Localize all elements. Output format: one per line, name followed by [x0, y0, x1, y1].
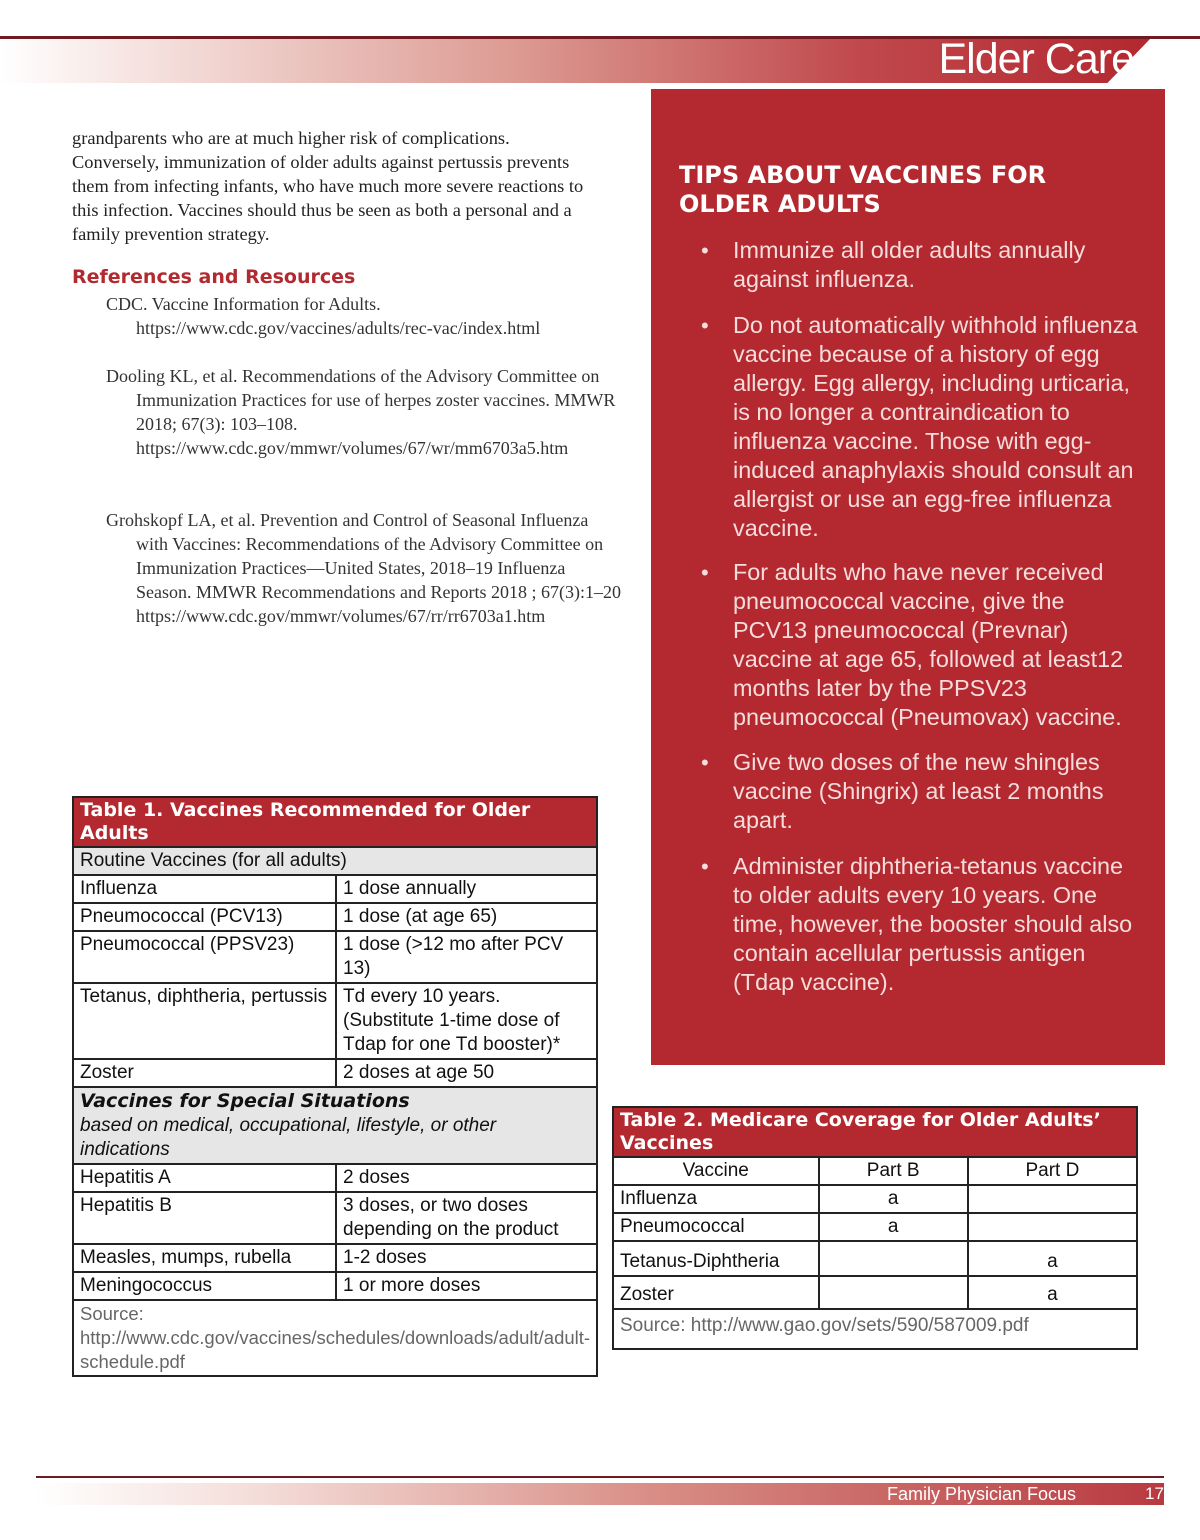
- column-header: Part D: [968, 1157, 1137, 1185]
- vaccine-name: Influenza: [73, 875, 336, 903]
- references-heading: References and Resources: [72, 266, 356, 288]
- part-b-cell: [819, 1241, 968, 1276]
- reference-item: CDC. Vaccine Information for Adults. https://www.cdc.gov/vaccines/adults/rec-vac/index.html: [106, 294, 541, 338]
- table-source: Source: http://www.cdc.gov/vaccines/schedules/downloads/adult/adult-schedule.pdf: [73, 1300, 597, 1376]
- medicare-coverage-table: [612, 1106, 1138, 1350]
- tips-title: TIPS ABOUT VACCINES FOR OLDER ADULTS: [679, 161, 1047, 218]
- vaccine-schedule: 3 doses, or two doses depending on the product: [336, 1192, 597, 1244]
- part-b-cell: a: [819, 1213, 968, 1241]
- special-situations-header: [73, 1087, 597, 1164]
- part-d-cell: a: [968, 1241, 1137, 1276]
- vaccine-schedule: 2 doses: [336, 1164, 597, 1192]
- table-row: [613, 1241, 1137, 1276]
- vaccine-name: Pneumococcal: [613, 1213, 819, 1241]
- part-d-cell: a: [968, 1276, 1137, 1309]
- vaccine-name: Zoster: [613, 1276, 819, 1309]
- table-title-row: [613, 1107, 1137, 1157]
- vaccine-schedule: Td every 10 years. (Substitute 1-time dose of Tdap for one Td booster)*: [336, 983, 597, 1059]
- table-row: [73, 875, 597, 903]
- table-row: [73, 931, 597, 983]
- table-row: [73, 1059, 597, 1087]
- vaccine-name: Zoster: [73, 1059, 336, 1087]
- page-number: 17: [1145, 1484, 1164, 1503]
- column-header: Vaccine: [613, 1157, 819, 1185]
- special-situations-subtitle: based on medical, occupational, lifestyle, or other indications: [80, 1115, 497, 1160]
- column-header: Part B: [819, 1157, 968, 1185]
- vaccine-schedule: 1-2 doses: [336, 1244, 597, 1272]
- bullet-icon: •: [701, 854, 709, 879]
- tip-text: Do not automatically withhold influenza vaccine because of a history of egg allergy. Egg allergy, including urticaria, is no longer a contraindication to influenza vaccine. Those with egg-induced anaphylaxis should consult an allergist or use an egg-free influenza vaccine.: [733, 312, 1138, 541]
- vaccine-name: Hepatitis A: [73, 1164, 336, 1192]
- tip-text: Immunize all older adults annually against influenza.: [733, 237, 1086, 292]
- bullet-icon: •: [701, 560, 709, 585]
- body-paragraph: grandparents who are at much higher risk of complications. Conversely, immunization of older adults against pertussis prevents them from infecting infants, who have much more severe reactions to this infection. Vaccines should thus be seen as both a personal and a family prevention strategy.: [72, 128, 584, 244]
- table-section-row: [73, 1087, 597, 1164]
- publication-name: Family Physician Focus: [887, 1484, 1077, 1504]
- tip-item: [701, 236, 1143, 294]
- part-b-cell: [819, 1276, 968, 1309]
- vaccine-name: Tetanus-Diphtheria: [613, 1241, 819, 1276]
- tip-text: Give two doses of the new shingles vaccine (Shingrix) at least 2 months apart.: [733, 749, 1104, 833]
- table-row: [613, 1276, 1137, 1309]
- reference-item: Grohskopf LA, et al. Prevention and Control of Seasonal Influenza with Vaccines: Recommendations of the Advisory Committee on Immunization Practices—United States, 2018–19 Influenza Season. MMWR Recommendations and Reports 2018 ; 67(3):1–20 https://www.cdc.gov/mmwr/volumes/67/rr/rr6703a1.htm: [106, 510, 621, 626]
- vaccine-name: Pneumococcal (PCV13): [73, 903, 336, 931]
- vaccine-name: Hepatitis B: [73, 1192, 336, 1244]
- table-title: Table 1. Vaccines Recommended for Older Adults: [73, 797, 597, 847]
- table-source-row: [73, 1300, 597, 1376]
- vaccines-table: [72, 796, 598, 1377]
- vaccine-schedule: 1 dose (at age 65): [336, 903, 597, 931]
- tip-text: For adults who have never received pneumococcal vaccine, give the PCV13 pneumococcal (Prevnar) vaccine at age 65, followed at least12 months later by the PPSV23 pneumococcal (Pneumovax) vaccine.: [733, 559, 1124, 730]
- special-situations-title: Vaccines for Special Situations: [80, 1090, 410, 1112]
- part-b-cell: a: [819, 1185, 968, 1213]
- table-row: [613, 1185, 1137, 1213]
- tip-item: [701, 748, 1143, 835]
- tip-item: [701, 311, 1143, 543]
- vaccine-name: Pneumococcal (PPSV23): [73, 931, 336, 983]
- reference-item: Dooling KL, et al. Recommendations of the Advisory Committee on Immunization Practices for use of herpes zoster vaccines. MMWR 2018; 67(3): 103–108. https://www.cdc.gov/mmwr/volumes/67/wr/mm6703a5.htm: [106, 366, 616, 458]
- footer-rule: [36, 1476, 1164, 1478]
- table-source: Source: http://www.gao.gov/sets/590/587009.pdf: [613, 1309, 1137, 1349]
- part-d-cell: [968, 1213, 1137, 1241]
- table-row: [73, 1272, 597, 1300]
- table-row: [613, 1213, 1137, 1241]
- table-source-row: [613, 1309, 1137, 1349]
- table-row: [73, 1164, 597, 1192]
- vaccine-schedule: 2 doses at age 50: [336, 1059, 597, 1087]
- table-row: [73, 903, 597, 931]
- table-title: Table 2. Medicare Coverage for Older Adults’ Vaccines: [613, 1107, 1137, 1157]
- bullet-icon: •: [701, 313, 709, 338]
- vaccine-schedule: 1 or more doses: [336, 1272, 597, 1300]
- table-row: [73, 1244, 597, 1272]
- section-title: Elder Care: [938, 35, 1134, 83]
- table-title-row: [73, 797, 597, 847]
- vaccine-schedule: 1 dose (>12 mo after PCV 13): [336, 931, 597, 983]
- vaccine-name: Influenza: [613, 1185, 819, 1213]
- vaccine-name: Measles, mumps, rubella: [73, 1244, 336, 1272]
- vaccine-name: Meningococcus: [73, 1272, 336, 1300]
- table-section-row: [73, 847, 597, 875]
- table-header-row: [613, 1157, 1137, 1185]
- table-row: [73, 1192, 597, 1244]
- routine-vaccines-header: Routine Vaccines (for all adults): [73, 847, 597, 875]
- tips-box: [651, 89, 1165, 1065]
- tip-item: [701, 852, 1143, 997]
- tip-item: [701, 558, 1143, 732]
- part-d-cell: [968, 1185, 1137, 1213]
- table-row: [73, 983, 597, 1059]
- vaccine-schedule: 1 dose annually: [336, 875, 597, 903]
- bullet-icon: •: [701, 750, 709, 775]
- vaccine-name: Tetanus, diphtheria, pertussis: [73, 983, 336, 1059]
- tip-text: Administer diphtheria-tetanus vaccine to older adults every 10 years. One time, however, the booster should also contain acellular pertussis antigen (Tdap vaccine).: [733, 853, 1133, 995]
- bullet-icon: •: [701, 238, 709, 263]
